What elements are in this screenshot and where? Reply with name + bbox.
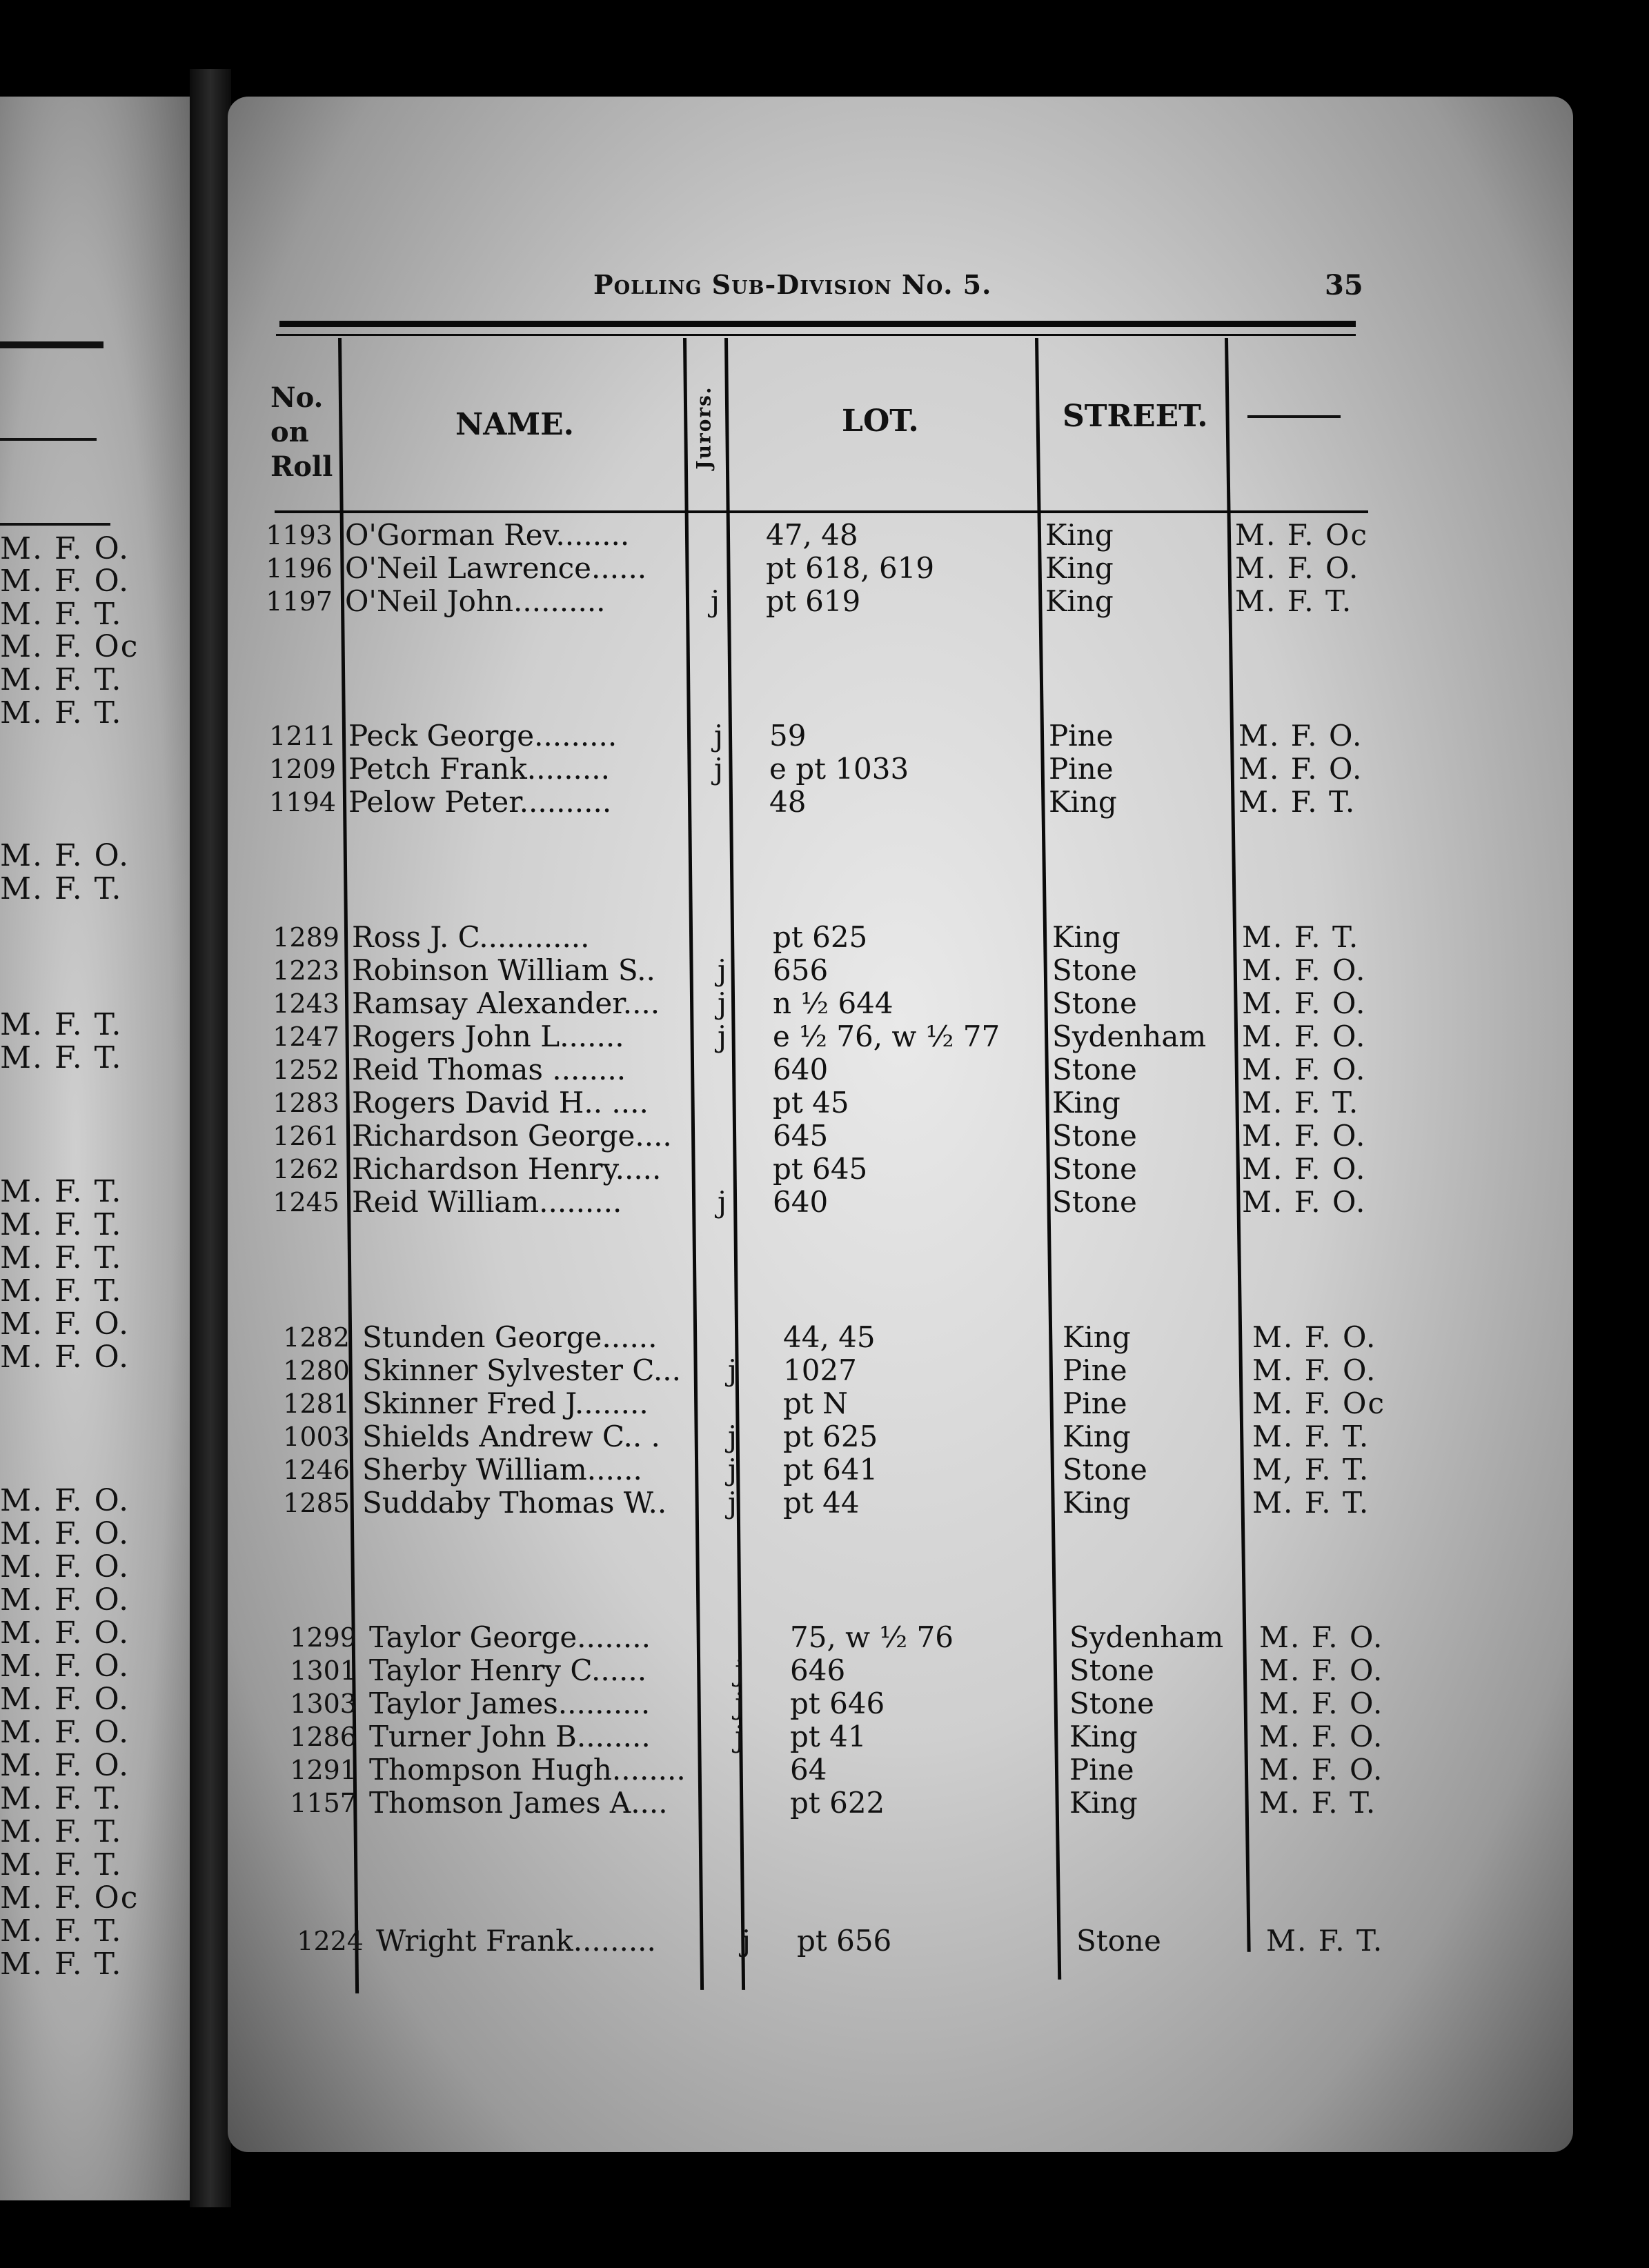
qualification-code: M. F. T. [1238,785,1356,819]
left-page-entry: M. F. T. [0,695,123,730]
lot-number: pt 619 [766,584,861,618]
lot-number: 75, w ½ 76 [790,1620,954,1654]
street-name: Pine [1049,752,1114,786]
qualification-code: M. F. O. [1259,1653,1384,1687]
voter-name: Stunden George...... [362,1320,658,1354]
lot-number: 1027 [783,1353,857,1387]
left-page-entry: M. F. T. [0,1207,123,1242]
qualification-code: M. F. T. [1266,1924,1384,1958]
left-page-entry: M. F. O. [0,1649,130,1684]
left-page-entry: M. F. T. [0,662,123,697]
roll-number: 1252 [273,1055,339,1085]
juror-mark: j [728,1486,738,1520]
qualification-code: M. F. O. [1235,551,1360,585]
street-name: Stone [1052,953,1137,987]
lot-number: pt 41 [790,1720,867,1753]
left-page-entry: M. F. O. [0,1516,130,1551]
left-page-entry: M. F. O. [0,1549,130,1584]
qualification-code: M. F. O. [1259,1720,1384,1753]
lot-number: pt 645 [773,1152,868,1186]
street-name: King [1045,584,1114,618]
voter-name: Taylor James.......... [369,1687,651,1720]
roll-number: 1157 [290,1788,357,1818]
street-name: Sydenham [1069,1620,1224,1654]
roll-number: 1003 [283,1422,350,1452]
street-name: Stone [1052,986,1137,1020]
roll-number: 1291 [290,1755,357,1785]
lot-number: 48 [769,785,807,819]
roll-number: 1289 [273,922,339,953]
lot-number: n ½ 644 [773,986,893,1020]
roll-number: 1223 [273,955,339,986]
qualification-code: M. F. O. [1259,1687,1384,1720]
roll-number: 1245 [273,1187,339,1217]
voter-name: Taylor Henry C...... [369,1653,647,1687]
qualification-code: M. F. O. [1238,752,1363,786]
voter-name: Rogers David H.. .... [352,1086,649,1120]
roll-number: 1286 [290,1722,357,1752]
juror-mark: j [718,953,727,987]
left-page-entry: M. F. T. [0,1174,123,1209]
left-page-entry: M. F. O. [0,1715,130,1750]
juror-mark: j [718,1019,727,1053]
qualification-code: M. F. O. [1242,1119,1367,1153]
voter-name: Robinson William S.. [352,953,655,987]
street-header: STREET. [1063,399,1208,434]
lot-number: 645 [773,1119,829,1153]
street-name: Pine [1069,1753,1134,1787]
qualification-code: M. F. T. [1252,1420,1370,1453]
left-page-entry: M. F. Oc [0,1880,139,1916]
left-page-entry: M. F. T. [0,1040,123,1075]
street-name: King [1045,551,1114,585]
roll-number: 1224 [297,1926,364,1956]
left-page-entry: M. F. T. [0,1847,123,1882]
roll-number: 1285 [283,1488,350,1518]
roll-number: 1280 [283,1355,350,1386]
qualification-code: M. F. O. [1242,1019,1367,1053]
qualification-code: M. F. O. [1242,1185,1367,1219]
street-name: King [1049,785,1117,819]
juror-mark: j [735,1653,744,1687]
qualification-code: M. F. T. [1242,1086,1360,1120]
voter-name: Skinner Fred J........ [362,1386,649,1420]
left-page-entry: M. F. T. [0,1947,123,1982]
left-page-entry: M. F. O. [0,1582,130,1618]
roll-number: 1247 [273,1022,339,1052]
lot-number: 47, 48 [766,518,858,552]
roll-number: 1303 [290,1689,357,1719]
left-page-rule [0,341,103,348]
roll-number: 1301 [290,1655,357,1686]
voter-name: Reid William......... [352,1185,622,1219]
roll-number: 1282 [283,1322,350,1353]
qualification-code: M. F. Oc [1235,518,1368,552]
qualification-code: M. F. O. [1238,719,1363,753]
qualification-code: M. F. O. [1242,953,1367,987]
book-gutter [190,69,231,2207]
street-name: King [1063,1420,1131,1453]
lot-number: 646 [790,1653,846,1687]
left-page-entry: M. F. O. [0,1340,130,1375]
qualification-code: M. F. Oc [1252,1386,1385,1420]
voter-name: Ross J. C............ [352,920,590,954]
voter-name: Thompson Hugh........ [369,1753,686,1787]
roll-number: 1193 [266,520,333,550]
juror-mark: j [714,752,724,786]
left-page-entry: M. F. O. [0,1306,130,1342]
jurors-header [687,376,721,479]
voter-name: Reid Thomas ........ [352,1053,626,1086]
voter-name: O'Neil Lawrence...... [345,551,647,585]
left-page-entry: M. F. T. [0,1007,123,1042]
roll-number: 1246 [283,1455,350,1485]
voter-name: Richardson Henry..... [352,1152,662,1186]
voter-name: O'Gorman Rev........ [345,518,630,552]
street-name: King [1052,920,1120,954]
roll-number: 1243 [273,988,339,1019]
voter-name: Rogers John L....... [352,1019,624,1053]
roll-number-header [270,381,333,484]
voter-name: Suddaby Thomas W.. [362,1486,667,1520]
left-page-entry: M. F. T. [0,1814,123,1849]
voter-name: Richardson George.... [352,1119,672,1153]
voter-name: Turner John B........ [369,1720,651,1753]
qualification-code: M. F. T. [1252,1486,1370,1520]
left-page-entry: M. F. T. [0,1913,123,1949]
street-name: Stone [1063,1453,1147,1486]
street-name: Stone [1052,1119,1137,1153]
voter-name: Wright Frank......... [376,1924,656,1958]
street-name: Stone [1052,1152,1137,1186]
qualification-code: M. F. T. [1235,584,1353,618]
qualification-code: M. F. O. [1252,1320,1377,1354]
roll-number: 1194 [269,787,336,817]
street-name: Stone [1076,1924,1161,1958]
juror-mark: j [742,1924,751,1958]
street-name: King [1063,1320,1131,1354]
street-name: Stone [1069,1687,1154,1720]
street-name: King [1063,1486,1131,1520]
roll-number: 1197 [266,586,333,617]
juror-mark: j [728,1453,738,1486]
street-name: King [1052,1086,1120,1120]
lot-number: pt 625 [773,920,868,954]
voter-name: Thomson James A.... [369,1786,668,1820]
lot-number: 64 [790,1753,827,1787]
qualification-code: M. F. T. [1242,920,1360,954]
lot-number: pt 618, 619 [766,551,935,585]
voter-name: Taylor George........ [369,1620,651,1654]
street-name: King [1069,1786,1138,1820]
lot-number: e pt 1033 [769,752,909,786]
voter-name: Shields Andrew C.. . [362,1420,660,1453]
page-title: Polling Sub-Division No. 5. [593,269,992,300]
left-page-entry: M. F. O. [0,838,130,873]
lot-number: pt 641 [783,1453,878,1486]
jurors-header-text: Jurors. [692,386,715,470]
street-name: Pine [1063,1353,1127,1387]
qualification-code: M. F. O. [1242,1152,1367,1186]
lot-number: pt 625 [783,1420,878,1453]
roll-header-text: No. on Roll [270,381,333,483]
left-page-rule [0,438,97,441]
voter-name: Sherby William...... [362,1453,642,1486]
roll-number: 1209 [269,754,336,784]
left-page-entry: M. F. T. [0,1273,123,1309]
page-number: 35 [1325,269,1363,301]
lot-number: pt 44 [783,1486,860,1520]
lot-number: 59 [769,719,807,753]
left-page-entry: M. F. Oc [0,629,139,664]
roll-number: 1299 [290,1622,357,1653]
juror-mark: j [711,584,720,618]
roll-number: 1196 [266,553,333,584]
lot-number: 44, 45 [783,1320,876,1354]
juror-mark: j [728,1420,738,1453]
left-page-entry: M. F. T. [0,597,123,632]
voter-name: Petch Frank......... [348,752,610,786]
header-rule-thin [276,334,1356,336]
juror-mark: j [718,986,727,1020]
lot-number: 656 [773,953,829,987]
street-name: Pine [1063,1386,1127,1420]
qualification-code: M. F. O. [1242,986,1367,1020]
last-column-header [1247,415,1341,418]
left-page-entry: M. F. T. [0,1781,123,1816]
roll-number: 1262 [273,1154,339,1184]
roll-number: 1261 [273,1121,339,1151]
lot-number: pt 622 [790,1786,885,1820]
lot-number: pt N [783,1386,848,1420]
juror-mark: j [728,1353,738,1387]
street-name: Stone [1052,1053,1137,1086]
lot-number: 640 [773,1053,829,1086]
left-page-entry: M. F. O. [0,564,130,599]
street-name: Sydenham [1052,1019,1207,1053]
voter-name: Ramsay Alexander.... [352,986,660,1020]
left-page-entry: M. F. O. [0,1748,130,1783]
voter-name: Pelow Peter.......... [348,785,612,819]
lot-number: pt 656 [797,1924,892,1958]
street-name: Stone [1069,1653,1154,1687]
juror-mark: j [718,1185,727,1219]
name-header: NAME. [455,407,574,442]
previous-page-fragment [0,97,190,2200]
street-name: Stone [1052,1185,1137,1219]
roll-number: 1281 [283,1389,350,1419]
left-page-entry: M. F. O. [0,1682,130,1717]
header-rule [279,321,1356,327]
lot-number: 640 [773,1185,829,1219]
voter-name: Peck George......... [348,719,618,753]
left-page-entry: M. F. T. [0,1240,123,1275]
lot-number: e ½ 76, w ½ 77 [773,1019,1000,1053]
qualification-code: M. F. O. [1259,1753,1384,1787]
lot-header: LOT. [842,404,919,439]
qualification-code: M. F. O. [1259,1620,1384,1654]
column-header-rule [275,510,1368,513]
street-name: King [1069,1720,1138,1753]
juror-mark: j [735,1720,744,1753]
lot-number: pt 646 [790,1687,885,1720]
left-page-entry: M. F. T. [0,871,123,906]
left-page-entry: M. F. O. [0,1615,130,1651]
roll-number: 1211 [269,721,336,751]
left-page-entry: M. F. O. [0,1483,130,1518]
juror-mark: j [735,1687,744,1720]
juror-mark: j [714,719,724,753]
qualification-code: M. F. T. [1259,1786,1377,1820]
roll-number: 1283 [273,1088,339,1118]
street-name: King [1045,518,1114,552]
voter-name: Skinner Sylvester C... [362,1353,681,1387]
left-page-rule [0,523,110,526]
qualification-code: M. F. O. [1242,1053,1367,1086]
street-name: Pine [1049,719,1114,753]
voter-name: O'Neil John.......... [345,584,606,618]
lot-number: pt 45 [773,1086,849,1120]
qualification-code: M, F. T. [1252,1453,1370,1486]
left-page-entry: M. F. O. [0,531,130,566]
qualification-code: M. F. O. [1252,1353,1377,1387]
